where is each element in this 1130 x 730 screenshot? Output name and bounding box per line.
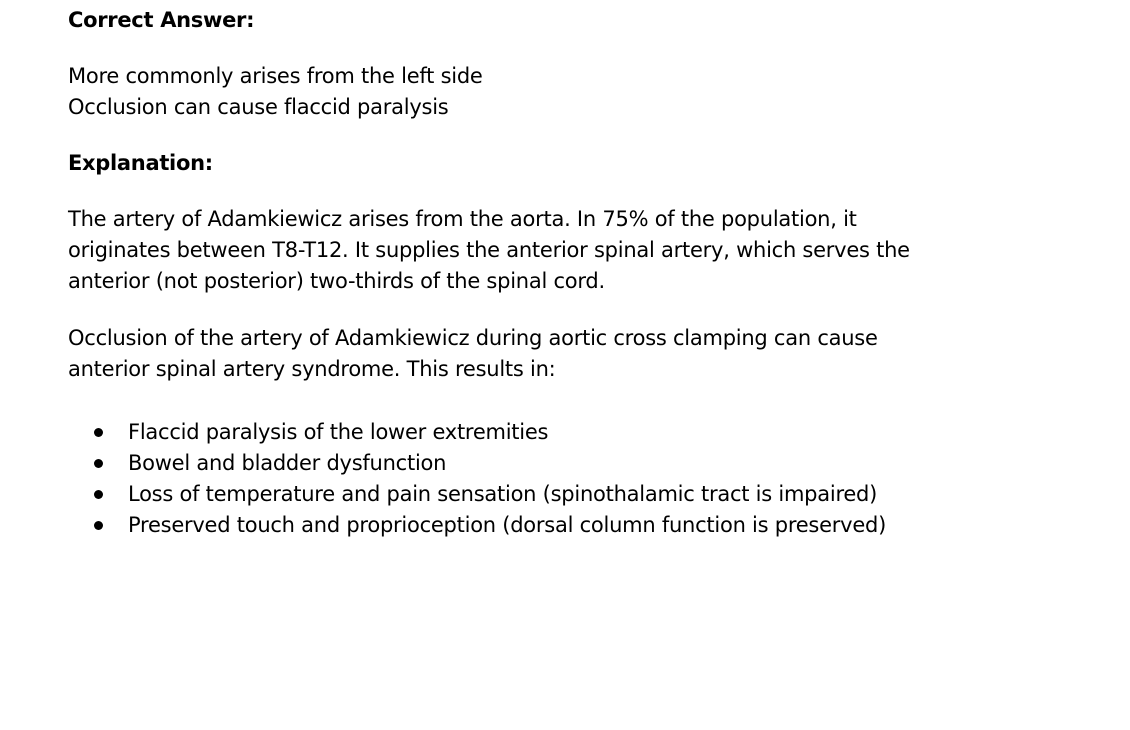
answer-line: More commonly arises from the left side [68,64,483,88]
list-item-text: Bowel and bladder dysfunction [128,451,447,475]
bullet-icon [94,459,103,468]
document-content [68,0,1108,541]
list-item [68,448,1108,479]
list-item [68,510,1108,541]
paragraph-line: originates between T8-T12. It supplies the anterior spinal artery, which serves the [68,238,910,262]
answer-line: Occlusion can cause flaccid paralysis [68,95,449,119]
list-item-text: Loss of temperature and pain sensation (spinothalamic tract is impaired) [128,482,878,506]
bullet-icon [94,490,103,499]
explanation-heading: Explanation: [68,151,213,175]
paragraph-line: The artery of Adamkiewicz arises from the aorta. In 75% of the population, it [68,207,857,231]
bullet-icon [94,521,103,530]
correct-answer-heading: Correct Answer: [68,8,255,32]
explanation-paragraph-1 [68,204,1108,297]
list-item [68,479,1108,510]
list-item [68,417,1108,448]
paragraph-line: anterior (not posterior) two-thirds of the spinal cord. [68,269,605,293]
paragraph-line: anterior spinal artery syndrome. This results in: [68,357,556,381]
bullet-icon [94,428,103,437]
list-item-text: Flaccid paralysis of the lower extremities [128,420,549,444]
correct-answer-text [68,61,1108,123]
symptom-list [68,417,1108,541]
explanation-paragraph-2 [68,323,1108,385]
paragraph-line: Occlusion of the artery of Adamkiewicz during aortic cross clamping can cause [68,326,878,350]
list-item-text: Preserved touch and proprioception (dorsal column function is preserved) [128,513,887,537]
